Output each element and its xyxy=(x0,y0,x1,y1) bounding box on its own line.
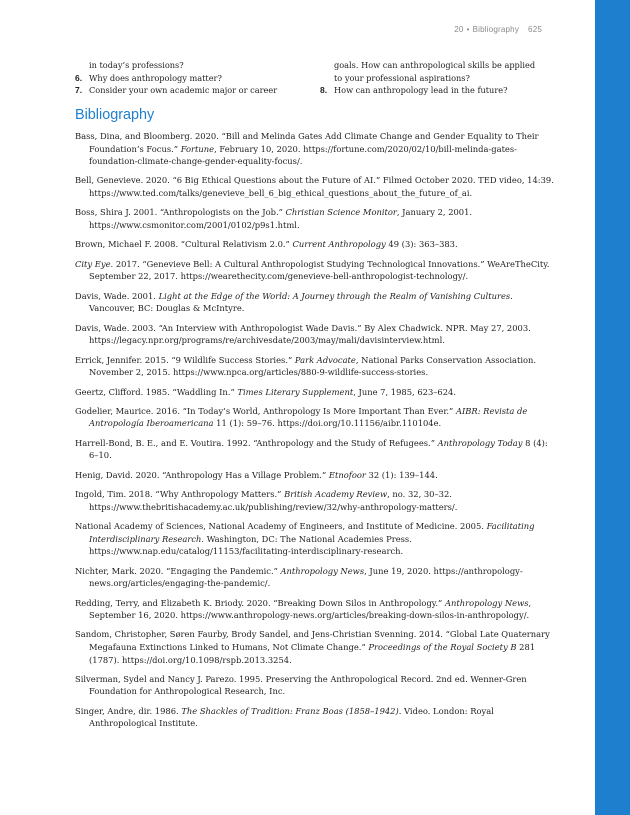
section-name: Bibliography xyxy=(472,25,520,34)
entry-details: . 2017. “Genevieve Bell: A Cultural Anthropologist Studying Technological Innovations.” WeAreTheCity. September 22, 2017. https://wearethecity.com/genevieve-bell-anthropologist-technology/. xyxy=(89,258,550,282)
entry-text: Davis, Wade. 2003. “An Interview with Anthropologist Wade Davis.” By Alex Chadwick. NPR. May 27, 2003. https://legacy.npr.org/programs/re/archivesdate/2003/may/mali/davisinterview.html. xyxy=(75,322,531,346)
entry-text: Bell, Genevieve. 2020. “6 Big Ethical Questions about the Future of AI.” Filmed October 2020. TED video, 14:39. https://www.ted.com/talks/genevieve_bell_6_big_ethical_questions_about_the_future_of_ai. xyxy=(75,175,554,199)
bibliography-entry xyxy=(75,488,557,513)
entry-details: , no. 32, 30–32. https://www.thebritishacademy.ac.uk/publishing/review/32/why-anthropology-matters/. xyxy=(89,489,458,512)
bibliography-entry xyxy=(75,597,557,622)
question-text: Consider your own academic major or career xyxy=(89,85,278,96)
entry-text: Bass, Dina, and Bloomberg. 2020. “Bill and Melinda Gates Add Climate Change and Gender Equality to Their Foundation’s Focus.” xyxy=(75,131,539,154)
entry-source-title: Anthropology Today xyxy=(437,437,523,448)
bibliography-entry xyxy=(75,130,557,168)
bibliography-entry xyxy=(75,565,557,590)
question-text: in today’s professions? xyxy=(89,60,184,70)
entry-text: Singer, Andre, dir. 1986. xyxy=(75,705,182,716)
entry-text: Sandom, Christopher, Søren Faurby, Brody Sandel, and Jens-Christian Svenning. 2014. “Global Late Quaternary Megafauna Extinctions Linked to Humans, Not Climate Change.” xyxy=(75,629,550,652)
question-number: 8. xyxy=(320,85,328,96)
entry-source-title: Facilitating Interdisciplinary Research xyxy=(89,521,535,544)
entry-details: . Vancouver, BC: Douglas & McIntyre. xyxy=(89,290,513,314)
entry-details: . Video. London: Royal Anthropological Institute. xyxy=(89,705,494,729)
entry-source-title: Anthropology News xyxy=(444,597,529,608)
entry-text: Nichter, Mark. 2020. “Engaging the Pandemic.” xyxy=(75,565,281,576)
bibliography-entry xyxy=(75,405,557,430)
bibliography-entry xyxy=(75,354,557,379)
entry-source-title: Proceedings of the Royal Society B xyxy=(368,642,517,652)
entry-details: , September 16, 2020. https://www.anthropology-news.org/articles/breaking-down-silos-in-anthropology/. xyxy=(89,597,532,621)
question-line xyxy=(75,84,300,97)
question-text: to your professional aspirations? xyxy=(334,72,470,83)
entry-text: Silverman, Sydel and Nancy J. Parezo. 1995. Preserving the Anthropological Record. 2nd ed. Wenner-Gren Foundation for Anthropological Research, Inc. xyxy=(75,673,527,697)
bibliography-entry xyxy=(75,469,557,482)
entry-details: . Washington, DC: The National Academies Press. https://www.nap.edu/catalog/11153/facilitating-interdisciplinary-research. xyxy=(89,533,412,557)
entry-details: , June 7, 1985, 623–624. xyxy=(353,386,457,397)
question-number: 6. xyxy=(75,72,83,83)
bibliography-entry xyxy=(75,437,557,462)
bibliography-entry xyxy=(75,174,557,199)
bibliography-entry xyxy=(75,386,557,399)
entry-text: Ingold, Tim. 2018. “Why Anthropology Matters.” xyxy=(75,489,285,500)
entry-details: 281 (1787). https://doi.org/10.1098/rspb.2013.3254. xyxy=(89,642,536,665)
entry-source-title: AIBR: Revista de Antropología Iberoamericana xyxy=(89,405,528,429)
question-line xyxy=(75,72,300,85)
bibliography-entry xyxy=(75,628,557,666)
bibliography-entry xyxy=(75,705,557,730)
entry-source-title: Times Literary Supplement xyxy=(237,386,354,397)
side-color-bar xyxy=(595,0,630,815)
running-head xyxy=(454,25,542,34)
entry-source-title: Anthropology News xyxy=(280,565,365,576)
question-text: Why does anthropology matter? xyxy=(89,72,222,83)
bibliography-entry xyxy=(75,238,557,251)
entry-source-title: City Eye xyxy=(75,258,111,269)
question-text: goals. How can anthropological skills be applied xyxy=(334,60,536,70)
entry-source-title: British Academy Review xyxy=(284,489,388,500)
question-line xyxy=(75,59,300,72)
entry-details: 32 (1): 139–144. xyxy=(365,469,438,480)
entry-details: , National Parks Conservation Association. November 2, 2015. https://www.npca.org/articles/880-9-wildlife-success-stories. xyxy=(89,354,537,378)
entry-details: 11 (1): 59–76. https://doi.org/10.11156/aibr.110104e. xyxy=(213,418,442,429)
entry-text: Harrell-Bond, B. E., and E. Voutira. 1992. “Anthropology and the Study of Refugees.” xyxy=(75,437,438,448)
entry-source-title: Park Advocate xyxy=(294,354,356,365)
entry-text: Godelier, Maurice. 2016. “In Today’s World, Anthropology Is More Important Than Ever.” xyxy=(75,405,456,416)
entry-details: , February 10, 2020. https://fortune.com/2020/02/10/bill-melinda-gates-foundation-climate-change-gender-equality-focus/. xyxy=(89,143,517,167)
entry-text: Henig, David. 2020. “Anthropology Has a Village Problem.” xyxy=(75,469,329,480)
entry-text: National Academy of Sciences, National Academy of Engineers, and Institute of Medicine. 2005. xyxy=(75,521,487,532)
entry-text: Redding, Terry, and Elizabeth K. Briody. 2020. “Breaking Down Silos in Anthropology.” xyxy=(75,597,445,608)
entry-details: 49 (3): 363–383. xyxy=(385,239,458,250)
entry-text: Errick, Jennifer. 2015. “9 Wildlife Success Stories.” xyxy=(75,354,295,365)
bibliography-entry xyxy=(75,206,557,231)
question-line xyxy=(320,84,545,97)
entry-text: Boss, Shira J. 2001. “Anthropologists on the Job.” xyxy=(75,207,286,218)
page-number: 625 xyxy=(528,25,542,34)
entry-source-title: Light at the Edge of the World: A Journey through the Realm of Vanishing Cultures xyxy=(158,290,511,301)
bibliography-entry xyxy=(75,290,557,315)
review-questions xyxy=(75,59,545,97)
entry-source-title: Christian Science Monitor xyxy=(285,207,397,218)
question-line xyxy=(320,59,545,72)
entry-text: Davis, Wade. 2001. xyxy=(75,290,159,301)
questions-left-column xyxy=(75,59,300,97)
bibliography-heading: Bibliography xyxy=(75,107,155,123)
entry-details: , June 19, 2020. https://anthropology-news.org/articles/engaging-the-pandemic/. xyxy=(89,565,523,589)
entry-text: Geertz, Clifford. 1985. “Waddling In.” xyxy=(75,386,238,397)
bibliography-section xyxy=(75,107,557,737)
question-line xyxy=(320,72,545,85)
header-separator: • xyxy=(466,25,470,34)
entry-source-title: Fortune xyxy=(180,143,215,154)
bibliography-entry xyxy=(75,520,557,558)
question-number: 7. xyxy=(75,85,83,96)
entry-source-title: Current Anthropology xyxy=(292,239,386,250)
bibliography-entry xyxy=(75,258,557,283)
bibliography-entry xyxy=(75,673,557,698)
chapter-number: 20 xyxy=(454,25,464,34)
question-text: How can anthropology lead in the future? xyxy=(334,85,508,96)
entry-text: Brown, Michael F. 2008. “Cultural Relativism 2.0.” xyxy=(75,239,293,250)
questions-right-column xyxy=(320,59,545,97)
entry-details: , January 2, 2001. https://www.csmonitor.com/2001/0102/p9s1.html. xyxy=(89,207,473,230)
entry-source-title: The Shackles of Tradition: Franz Boas (1858–1942) xyxy=(181,705,399,716)
bibliography-list xyxy=(75,130,557,730)
entry-details: 8 (4): 6–10. xyxy=(89,437,548,461)
bibliography-entry xyxy=(75,322,557,347)
entry-source-title: Etnofoor xyxy=(328,469,366,480)
